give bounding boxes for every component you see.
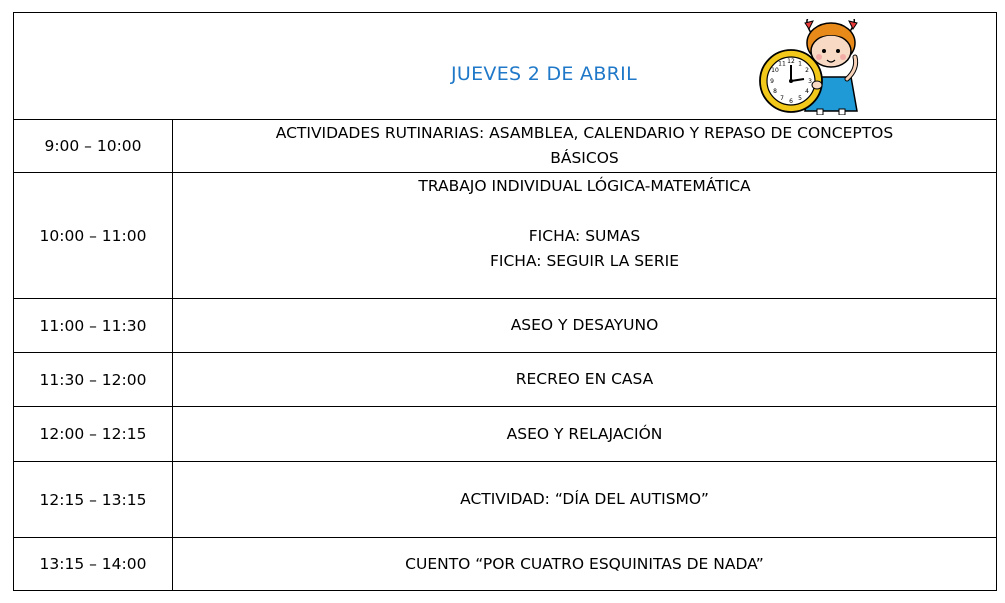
activity-line: BÁSICOS bbox=[550, 149, 619, 167]
activity-line: ACTIVIDAD: “DÍA DEL AUTISMO” bbox=[460, 490, 709, 508]
activity-line: FICHA: SEGUIR LA SERIE bbox=[490, 252, 679, 270]
table-row bbox=[14, 120, 996, 173]
activity-line: RECREO EN CASA bbox=[515, 370, 654, 388]
clock-number: 3 bbox=[808, 78, 812, 85]
activity-cell bbox=[173, 538, 996, 590]
table-row bbox=[14, 353, 996, 407]
activity-cell bbox=[173, 462, 996, 537]
clock-number: 9 bbox=[770, 78, 774, 85]
schedule-header bbox=[14, 13, 996, 120]
time-cell: 11:00 – 11:30 bbox=[14, 299, 173, 352]
clock-number: 4 bbox=[805, 88, 809, 95]
activity-cell bbox=[173, 299, 996, 352]
activity-line: CUENTO “POR CUATRO ESQUINITAS DE NADA” bbox=[405, 554, 764, 573]
activity-line: ASEO Y RELAJACIÓN bbox=[506, 424, 663, 443]
time-cell: 12:15 – 13:15 bbox=[14, 462, 173, 537]
clock-number: 7 bbox=[780, 95, 784, 102]
clock-number: 6 bbox=[789, 98, 793, 105]
activity-cell bbox=[173, 407, 996, 461]
page-title: JUEVES 2 DE ABRIL bbox=[451, 63, 637, 85]
activity-cell bbox=[173, 120, 996, 172]
activity-line: ACTIVIDADES RUTINARIAS: ASAMBLEA, CALENDARIO Y REPASO DE CONCEPTOS bbox=[275, 124, 894, 142]
activity-line: FICHA: SUMAS bbox=[528, 227, 641, 245]
schedule-table bbox=[13, 12, 997, 591]
clock-number: 1 bbox=[798, 60, 802, 68]
clock-number: 2 bbox=[805, 67, 809, 74]
time-cell: 13:15 – 14:00 bbox=[14, 538, 173, 590]
clock-number: 12 bbox=[787, 58, 795, 65]
table-row bbox=[14, 299, 996, 353]
activity-line: TRABAJO INDIVIDUAL LÓGICA-MATEMÁTICA bbox=[418, 177, 751, 195]
activity-cell bbox=[173, 173, 996, 299]
table-row bbox=[14, 462, 996, 538]
time-cell: 10:00 – 11:00 bbox=[14, 173, 173, 298]
activity-line: ASEO Y DESAYUNO bbox=[510, 316, 659, 334]
time-cell: 9:00 – 10:00 bbox=[14, 120, 173, 172]
time-cell: 12:00 – 12:15 bbox=[14, 407, 173, 461]
table-row bbox=[14, 173, 996, 299]
girl-with-clock-icon bbox=[759, 19, 864, 115]
clock-number: 11 bbox=[778, 60, 786, 68]
time-cell: 11:30 – 12:00 bbox=[14, 353, 173, 406]
clock-number: 5 bbox=[798, 95, 802, 102]
table-row bbox=[14, 407, 996, 462]
table-row bbox=[14, 538, 996, 590]
clock-number: 10 bbox=[771, 67, 779, 74]
activity-cell bbox=[173, 353, 996, 406]
clock-number: 8 bbox=[773, 88, 777, 95]
